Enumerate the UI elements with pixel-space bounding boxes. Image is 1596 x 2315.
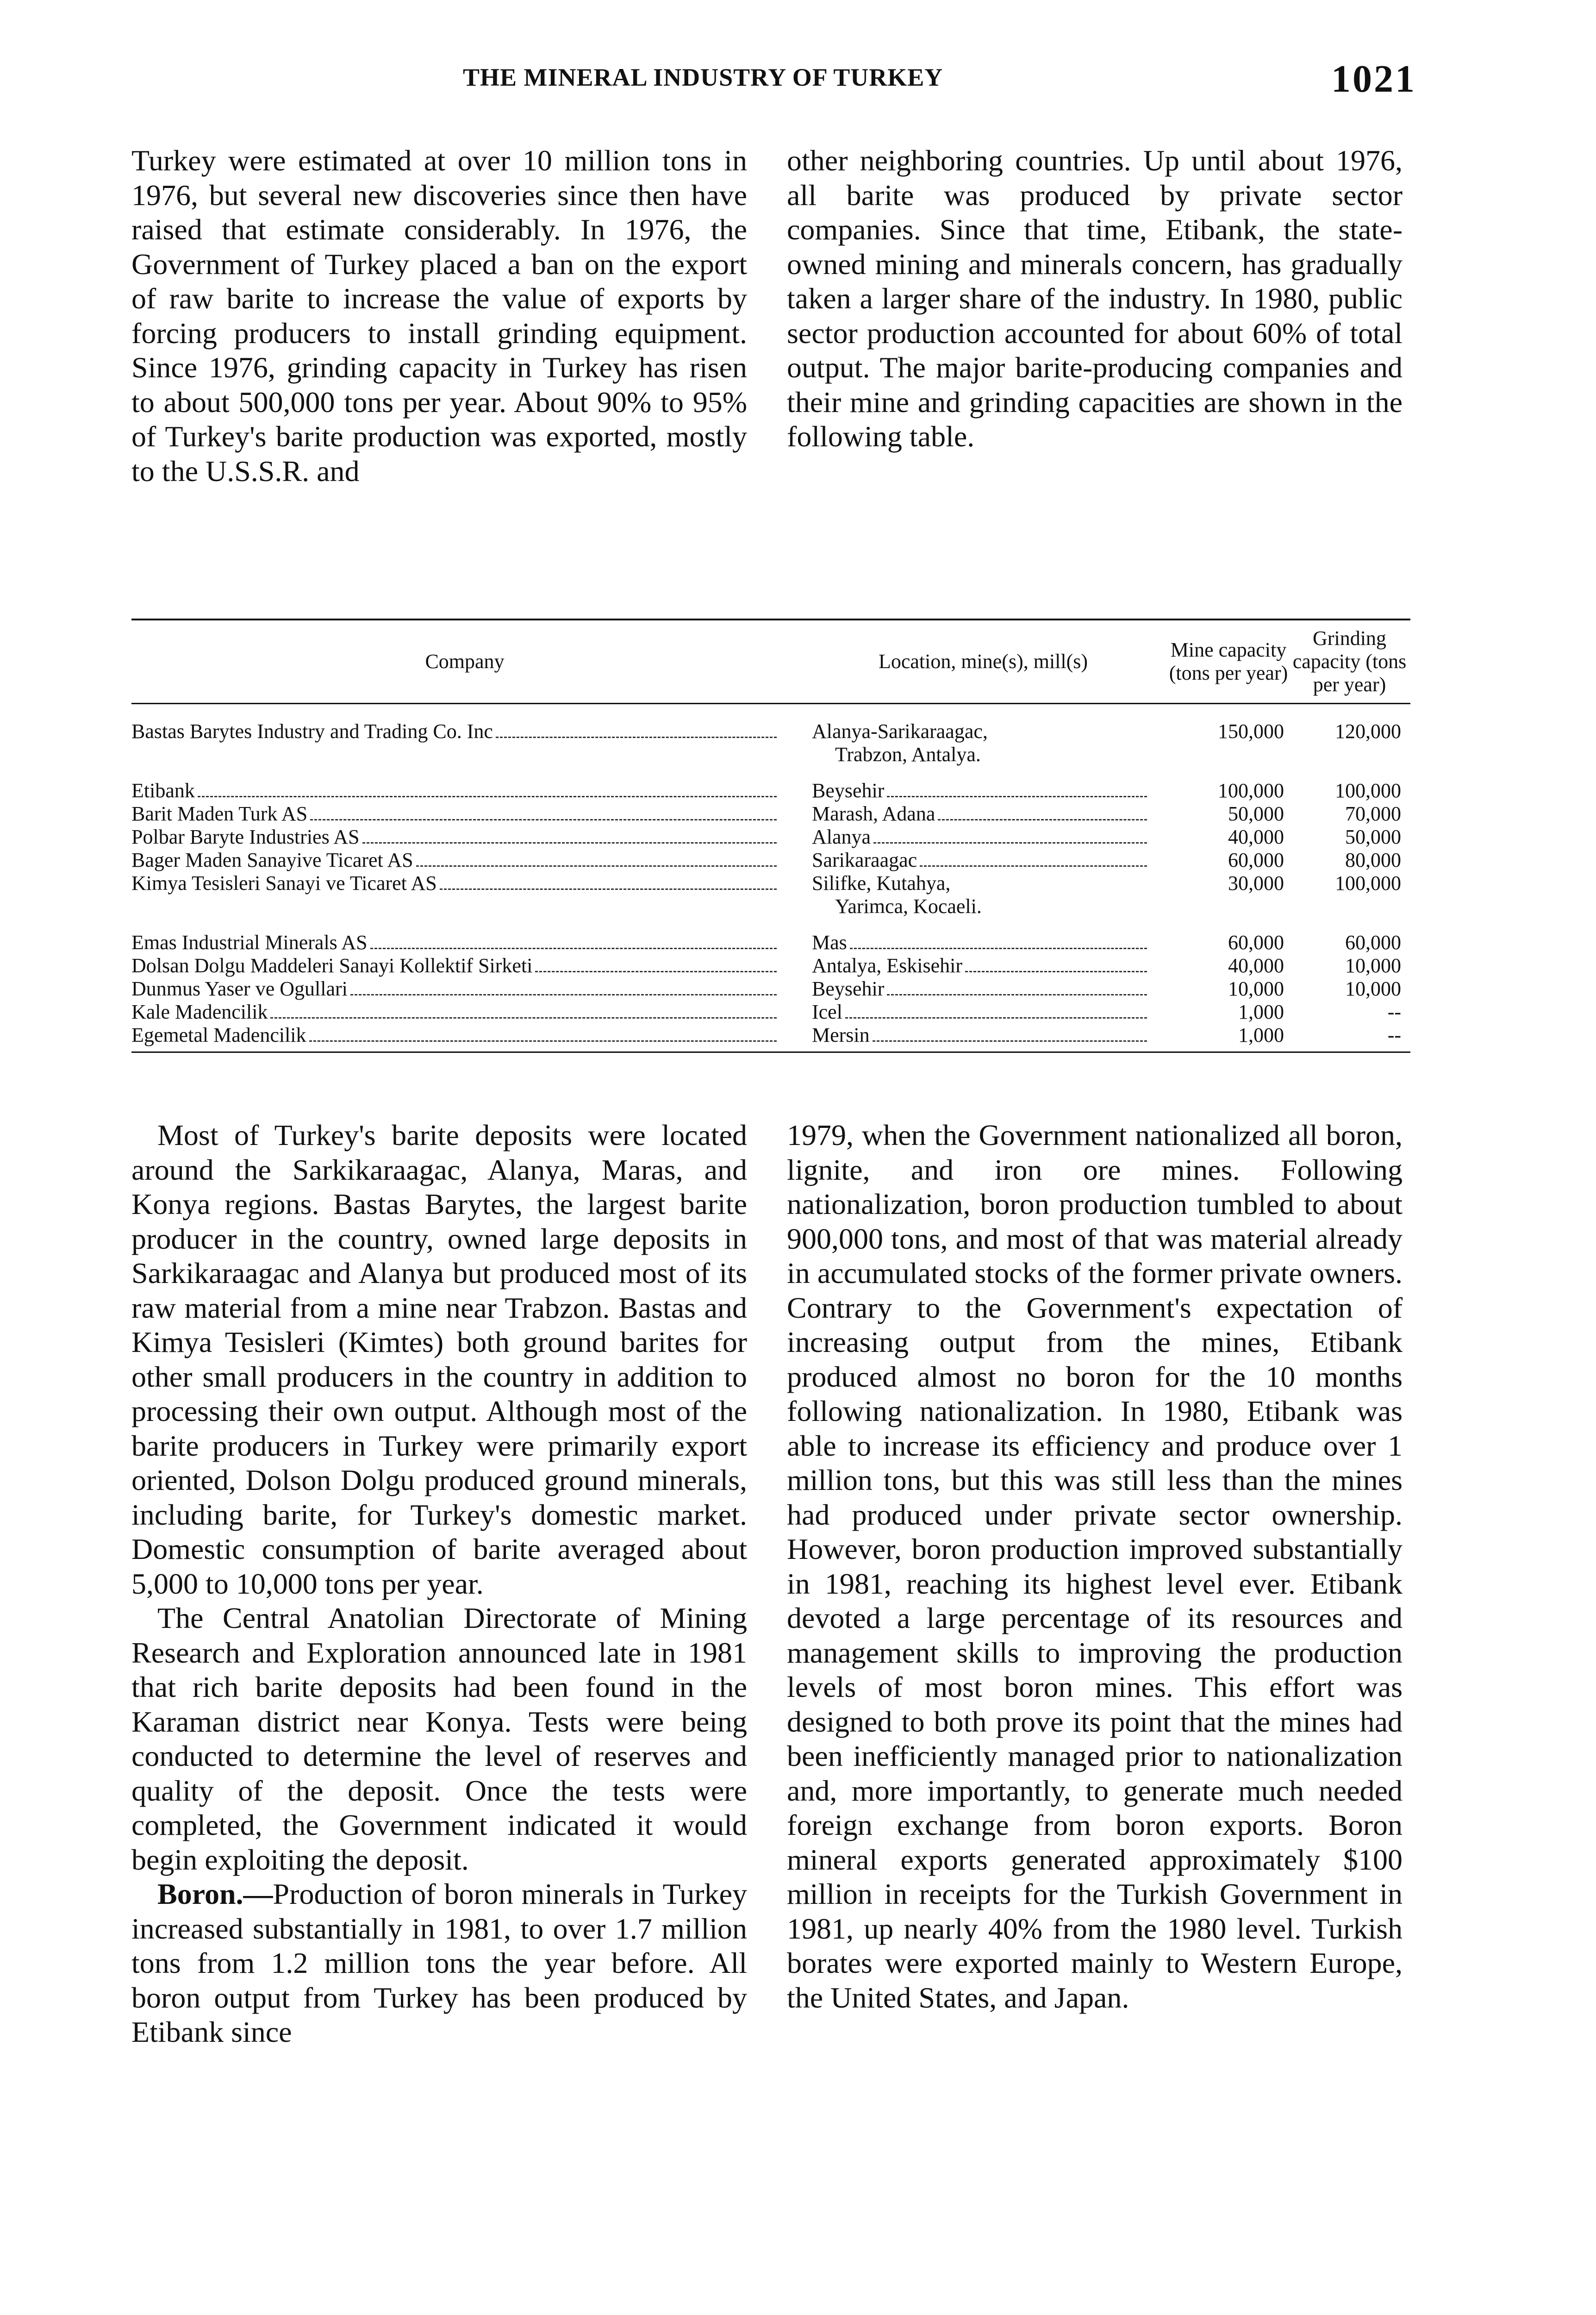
- company-name: Kimya Tesisleri Sanayi ve Ticaret AS: [131, 872, 437, 895]
- dot-leader: [938, 819, 1147, 820]
- column-top-left: [131, 144, 747, 488]
- cell-company: [131, 872, 798, 918]
- dot-leader: [309, 1040, 777, 1042]
- cell-grinding-capacity: 50,000: [1345, 826, 1401, 848]
- column-bottom-left: [131, 1118, 747, 2050]
- cell-location: [798, 1024, 1168, 1052]
- company-name: Bastas Barytes Industry and Trading Co. Inc: [131, 720, 493, 743]
- cell-mine-capacity: 40,000: [1228, 826, 1284, 848]
- table-row: [131, 872, 1410, 918]
- table-header: [131, 619, 1410, 704]
- dot-leader: [270, 1017, 777, 1019]
- table-row: [131, 849, 1410, 872]
- cell-location: [798, 954, 1168, 977]
- dot-leader: [416, 865, 777, 867]
- paragraph: 1979, when the Government nationalized all boron, lignite, and iron ore mines. Following nationalization, boron production tumbled to about 900,000 tons, and most of that was material already in accumulated stocks of the former private owners. Contrary to the Government's expectation of increasing output from the mines, Etibank produced almost no boron for the 10 months following nationalization. In 1980, Etibank was able to increase its efficiency and produce over 1 million tons, but this was still less than the mines had produced under private sector ownership. However, boron production improved substantially in 1981, reaching its highest level ever. Etibank devoted a large percentage of its resources and management skills to improving the production levels of most boron mines. This effort was designed to both prove its point that the mines had been inefficiently managed prior to nationalization and, more importantly, to generate much needed foreign exchange from boron exports. Boron mineral exports generated approximately $100 million in receipts for the Turkish Government in 1981, up nearly 40% from the 1980 level. Turkish borates were exported mainly to Western Europe, the United States, and Japan.: [787, 1119, 1403, 2014]
- cell-location: [798, 849, 1168, 872]
- table-row: [131, 802, 1410, 826]
- header-grinding-capacity: Grinding capacity (tons per year): [1292, 627, 1407, 696]
- cell-location: [798, 918, 1168, 954]
- barite-producers-table: [131, 619, 1410, 1053]
- location-text: Mas: [812, 931, 847, 954]
- table-row: [131, 1024, 1410, 1052]
- location-text: Alanya-Sarikaraagac,: [812, 720, 988, 743]
- cell-mine-capacity: 1,000: [1238, 1024, 1284, 1046]
- cell-location: [798, 802, 1168, 826]
- dot-leader: [873, 842, 1147, 844]
- company-name: Barit Maden Turk AS: [131, 802, 308, 825]
- company-name: Etibank: [131, 779, 195, 802]
- dot-leader: [496, 737, 777, 738]
- cell-location: [798, 704, 1168, 767]
- dot-leader: [310, 819, 777, 820]
- cell-company: [131, 954, 798, 977]
- dot-leader: [965, 971, 1147, 972]
- location-text: Mersin: [812, 1024, 870, 1046]
- dot-leader: [440, 888, 777, 890]
- cell-company: [131, 802, 798, 826]
- dot-leader: [850, 948, 1147, 949]
- cell-grinding-capacity: 80,000: [1345, 849, 1401, 871]
- location-text: Antalya, Eskisehir: [812, 954, 963, 977]
- location-text: Icel: [812, 1001, 842, 1023]
- column-top-right: [787, 144, 1403, 454]
- cell-location: [798, 977, 1168, 1001]
- paragraph: Most of Turkey's barite deposits were located around the Sarkikaraagac, Alanya, Maras, and Konya regions. Bastas Barytes, the largest barite producer in the country, owned large deposits in Sarkikaraagac and Alanya but produced most of its raw material from a mine near Trabzon. Bastas and Kimya Tesisleri (Kimtes) both ground barites for other small producers in the country in addition to processing their own output. Although most of the barite producers in Turkey were primarily export oriented, Dolson Dolgu produced ground minerals, including barite, for Turkey's domestic market. Domestic consumption of barite averaged about 5,000 to 10,000 tons per year.: [131, 1119, 747, 1600]
- location-text-continued: Yarimca, Kocaeli.: [835, 895, 982, 918]
- company-name: Dunmus Yaser ve Ogullari: [131, 977, 348, 1000]
- cell-grinding-capacity: 10,000: [1345, 954, 1401, 977]
- dot-leader: [887, 994, 1147, 995]
- company-name: Egemetal Madencilik: [131, 1024, 306, 1046]
- column-bottom-right: [787, 1118, 1403, 2015]
- cell-grinding-capacity: 100,000: [1335, 872, 1401, 895]
- table-row: [131, 977, 1410, 1001]
- cell-mine-capacity: 40,000: [1228, 954, 1284, 977]
- header-mine-capacity: Mine capacity (tons per year): [1169, 638, 1288, 684]
- header-location: Location, mine(s), mill(s): [878, 650, 1088, 673]
- paragraph-text: Production of boron minerals in Turkey increased substantially in 1981, to over 1.7 million tons from 1.2 million tons the year before. All boron output from Turkey has been produced by Etibank since: [131, 1877, 747, 2048]
- table-row: [131, 704, 1410, 767]
- running-head: THE MINERAL INDUSTRY OF TURKEY: [463, 63, 943, 91]
- company-name: Emas Industrial Minerals AS: [131, 931, 368, 954]
- page-header: [0, 56, 1596, 107]
- cell-mine-capacity: 30,000: [1228, 872, 1284, 895]
- location-text-continued: Trabzon, Antalya.: [835, 743, 981, 766]
- cell-mine-capacity: 10,000: [1228, 977, 1284, 1000]
- table-row: [131, 1001, 1410, 1024]
- table-row: [131, 954, 1410, 977]
- cell-grinding-capacity: --: [1387, 1001, 1401, 1023]
- cell-grinding-capacity: 60,000: [1345, 931, 1401, 954]
- cell-grinding-capacity: 10,000: [1345, 977, 1401, 1000]
- cell-mine-capacity: 50,000: [1228, 802, 1284, 825]
- cell-location: [798, 872, 1168, 918]
- dot-leader: [845, 1017, 1147, 1019]
- company-name: Polbar Baryte Industries AS: [131, 826, 360, 848]
- paragraph: The Central Anatolian Directorate of Mining Research and Exploration announced late in 1981 that rich barite deposits had been found in the Karaman district near Konya. Tests were being conducted to determine the level of reserves and quality of the deposit. Once the tests were completed, the Government indicated it would begin exploiting the deposit.: [131, 1602, 747, 1876]
- company-name: Bager Maden Sanayive Ticaret AS: [131, 849, 413, 871]
- table-row: [131, 918, 1410, 954]
- table-row: [131, 826, 1410, 849]
- section-lead-boron: Boron.—: [157, 1877, 273, 1910]
- dot-leader: [362, 842, 777, 844]
- location-text: Alanya: [812, 826, 871, 848]
- dot-leader: [535, 971, 777, 972]
- company-name: Dolsan Dolgu Maddeleri Sanayi Kollektif Sirketi: [131, 954, 533, 977]
- cell-company: [131, 918, 798, 954]
- page-number: 1021: [1331, 57, 1416, 100]
- location-text: Beysehir: [812, 977, 885, 1000]
- cell-location: [798, 766, 1168, 802]
- cell-company: [131, 1024, 798, 1052]
- table: [131, 619, 1410, 1053]
- paragraph: other neighboring countries. Up until about 1976, all barite was produced by private sector companies. Since that time, Etibank, the state-owned mining and minerals concern, has gradually taken a larger share of the industry. In 1980, public sector production accounted for about 60% of total output. The major barite-producing companies and their mine and grinding capacities are shown in the following table.: [787, 144, 1403, 453]
- location-text: Sarikaraagac: [812, 849, 917, 871]
- cell-company: [131, 766, 798, 802]
- location-text: Beysehir: [812, 779, 885, 802]
- dot-leader: [887, 796, 1147, 797]
- cell-company: [131, 977, 798, 1001]
- location-text: Marash, Adana: [812, 802, 935, 825]
- table-body: [131, 704, 1410, 1052]
- cell-location: [798, 1001, 1168, 1024]
- cell-grinding-capacity: 100,000: [1335, 779, 1401, 802]
- cell-company: [131, 849, 798, 872]
- cell-mine-capacity: 100,000: [1218, 779, 1284, 802]
- cell-grinding-capacity: 70,000: [1345, 802, 1401, 825]
- paragraph: Turkey were estimated at over 10 million tons in 1976, but several new discoveries since then have raised that estimate considerably. In 1976, the Government of Turkey placed a ban on the export of raw barite to increase the value of exports by forcing producers to install grinding equipment. Since 1976, grinding capacity in Turkey has risen to about 500,000 tons per year. About 90% to 95% of Turkey's barite production was exported, mostly to the U.S.S.R. and: [131, 144, 747, 488]
- table-header-row: [131, 619, 1410, 704]
- dot-leader: [350, 994, 777, 995]
- dot-leader: [920, 865, 1147, 867]
- cell-grinding-capacity: --: [1387, 1024, 1401, 1046]
- header-company: Company: [425, 650, 505, 673]
- cell-mine-capacity: 60,000: [1228, 849, 1284, 871]
- cell-company: [131, 1001, 798, 1024]
- cell-mine-capacity: 1,000: [1238, 1001, 1284, 1023]
- cell-mine-capacity: 60,000: [1228, 931, 1284, 954]
- cell-company: [131, 704, 798, 767]
- table-row: [131, 766, 1410, 802]
- cell-mine-capacity: 150,000: [1218, 720, 1284, 743]
- location-text: Silifke, Kutahya,: [812, 872, 951, 895]
- cell-location: [798, 826, 1168, 849]
- dot-leader: [873, 1040, 1147, 1042]
- company-name: Kale Madencilik: [131, 1001, 268, 1023]
- cell-grinding-capacity: 120,000: [1335, 720, 1401, 743]
- paragraph-boron: [131, 1877, 747, 2050]
- cell-company: [131, 826, 798, 849]
- dot-leader: [198, 796, 777, 797]
- dot-leader: [370, 948, 777, 949]
